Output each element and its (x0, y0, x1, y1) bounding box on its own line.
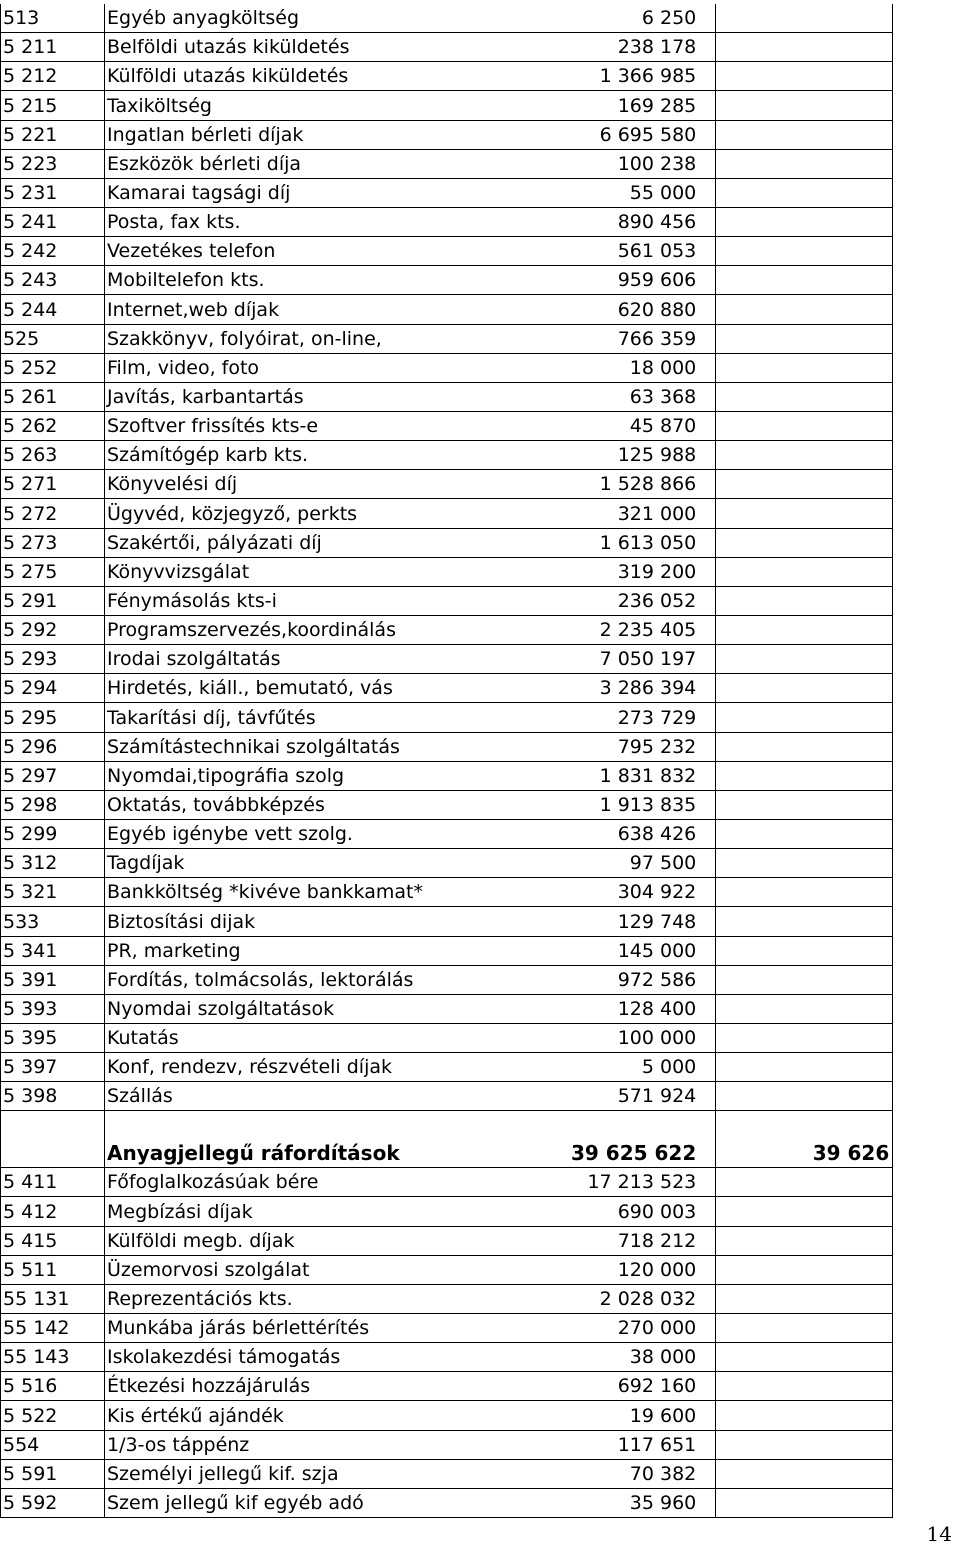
account-name: Vezetékes telefon (105, 237, 572, 266)
extra-cell (716, 1053, 893, 1082)
account-code: 5 415 (1, 1226, 105, 1255)
account-name: Fénymásolás kts-i (105, 586, 572, 615)
account-code: 5 271 (1, 470, 105, 499)
account-name: Nyomdai szolgáltatások (105, 994, 572, 1023)
account-name: Szakértői, pályázati díj (105, 528, 572, 557)
account-code: 5 294 (1, 674, 105, 703)
account-code: 5 511 (1, 1255, 105, 1284)
account-name: Szem jellegű kif egyéb adó (105, 1488, 572, 1517)
table-row (1, 266, 893, 295)
account-code: 554 (1, 1430, 105, 1459)
account-name: Tagdíjak (105, 849, 572, 878)
extra-cell (716, 819, 893, 848)
account-name: Étkezési hozzájárulás (105, 1372, 572, 1401)
account-amount: 1 528 866 (571, 470, 716, 499)
account-amount: 19 600 (571, 1401, 716, 1430)
account-amount: 100 238 (571, 149, 716, 178)
account-code: 5 391 (1, 965, 105, 994)
account-code: 5 231 (1, 178, 105, 207)
account-code: 55 142 (1, 1314, 105, 1343)
extra-cell (716, 266, 893, 295)
account-name: Nyomdai,tipográfia szolg (105, 761, 572, 790)
extra-cell (716, 382, 893, 411)
account-code: 525 (1, 324, 105, 353)
table-row (1, 207, 893, 236)
account-amount: 70 382 (571, 1459, 716, 1488)
account-amount: 1 366 985 (571, 62, 716, 91)
table-row (1, 91, 893, 120)
extra-cell (716, 1488, 893, 1517)
table-row (1, 790, 893, 819)
account-code: 5 275 (1, 557, 105, 586)
account-name: Könyvelési díj (105, 470, 572, 499)
table-row (1, 1401, 893, 1430)
account-code: 5 516 (1, 1372, 105, 1401)
extra-cell (716, 207, 893, 236)
account-name: Iskolakezdési támogatás (105, 1343, 572, 1372)
table-row (1, 878, 893, 907)
account-amount: 35 960 (571, 1488, 716, 1517)
table-row (1, 1372, 893, 1401)
summary-label: Anyagjellegű ráfordítások (105, 1111, 572, 1168)
account-amount: 304 922 (571, 878, 716, 907)
account-code: 5 341 (1, 936, 105, 965)
extra-cell (716, 674, 893, 703)
account-code: 5 393 (1, 994, 105, 1023)
extra-cell (716, 1023, 893, 1052)
account-name: Szakkönyv, folyóirat, on-line, (105, 324, 572, 353)
extra-cell (716, 353, 893, 382)
account-amount: 321 000 (571, 499, 716, 528)
extra-cell (716, 586, 893, 615)
extra-cell (716, 1459, 893, 1488)
account-amount: 561 053 (571, 237, 716, 266)
account-amount: 120 000 (571, 1255, 716, 1284)
table-row (1, 382, 893, 411)
account-code: 5 221 (1, 120, 105, 149)
page-number: 14 (926, 1522, 952, 1546)
account-code: 533 (1, 907, 105, 936)
account-name: Kamarai tagsági díj (105, 178, 572, 207)
extra-cell (716, 528, 893, 557)
table-row (1, 528, 893, 557)
account-amount: 45 870 (571, 411, 716, 440)
account-amount: 100 000 (571, 1023, 716, 1052)
account-code: 55 143 (1, 1343, 105, 1372)
account-amount: 169 285 (571, 91, 716, 120)
account-code: 5 291 (1, 586, 105, 615)
account-name: Ingatlan bérleti díjak (105, 120, 572, 149)
table-row (1, 615, 893, 644)
account-code: 5 272 (1, 499, 105, 528)
extra-cell (716, 732, 893, 761)
extra-cell (716, 441, 893, 470)
account-code: 5 293 (1, 645, 105, 674)
account-amount: 128 400 (571, 994, 716, 1023)
table-row (1, 557, 893, 586)
account-amount: 766 359 (571, 324, 716, 353)
account-code: 5 263 (1, 441, 105, 470)
extra-cell (716, 62, 893, 91)
table-row (1, 819, 893, 848)
account-amount: 890 456 (571, 207, 716, 236)
account-code: 5 296 (1, 732, 105, 761)
account-code: 5 261 (1, 382, 105, 411)
table-row (1, 237, 893, 266)
account-amount: 795 232 (571, 732, 716, 761)
account-name: Személyi jellegű kif. szja (105, 1459, 572, 1488)
table-row (1, 1314, 893, 1343)
table-row (1, 33, 893, 62)
account-amount: 3 286 394 (571, 674, 716, 703)
account-code: 5 312 (1, 849, 105, 878)
table-row (1, 499, 893, 528)
account-name: Konf, rendezv, részvételi díjak (105, 1053, 572, 1082)
account-amount: 571 924 (571, 1082, 716, 1111)
extra-cell (716, 615, 893, 644)
summary-total: 39 626 (716, 1111, 893, 1168)
account-code: 5 244 (1, 295, 105, 324)
account-name: Internet,web díjak (105, 295, 572, 324)
extra-cell (716, 907, 893, 936)
extra-cell (716, 295, 893, 324)
account-code: 5 591 (1, 1459, 105, 1488)
account-amount: 1 831 832 (571, 761, 716, 790)
summary-amount: 39 625 622 (571, 1111, 716, 1168)
account-code: 5 411 (1, 1168, 105, 1197)
table-row (1, 1226, 893, 1255)
account-amount: 63 368 (571, 382, 716, 411)
summary-section (1, 1111, 893, 1168)
extra-cell (716, 149, 893, 178)
table-row (1, 62, 893, 91)
extra-cell (716, 1197, 893, 1226)
account-amount: 959 606 (571, 266, 716, 295)
account-code: 5 395 (1, 1023, 105, 1052)
account-amount: 145 000 (571, 936, 716, 965)
extra-cell (716, 91, 893, 120)
extra-cell (716, 1314, 893, 1343)
extra-cell (716, 1430, 893, 1459)
account-amount: 1 613 050 (571, 528, 716, 557)
extra-cell (716, 237, 893, 266)
table-row (1, 994, 893, 1023)
table-row (1, 1053, 893, 1082)
table-row (1, 761, 893, 790)
extra-cell (716, 1284, 893, 1313)
extra-cell (716, 499, 893, 528)
account-amount: 5 000 (571, 1053, 716, 1082)
table-row (1, 907, 893, 936)
table-row (1, 149, 893, 178)
account-code: 5 241 (1, 207, 105, 236)
extra-cell (716, 994, 893, 1023)
account-code: 5 299 (1, 819, 105, 848)
account-code: 5 243 (1, 266, 105, 295)
account-code: 55 131 (1, 1284, 105, 1313)
account-name: Főfoglalkozásúak bére (105, 1168, 572, 1197)
table-row (1, 1197, 893, 1226)
account-amount: 690 003 (571, 1197, 716, 1226)
table-row (1, 674, 893, 703)
account-name: Külföldi megb. díjak (105, 1226, 572, 1255)
table-row (1, 353, 893, 382)
expense-table (0, 4, 893, 1518)
table-row (1, 849, 893, 878)
account-amount: 236 052 (571, 586, 716, 615)
table-row (1, 965, 893, 994)
account-amount: 718 212 (571, 1226, 716, 1255)
account-code: 5 321 (1, 878, 105, 907)
extra-cell (716, 4, 893, 33)
account-code: 5 412 (1, 1197, 105, 1226)
account-amount: 7 050 197 (571, 645, 716, 674)
account-name: Javítás, karbantartás (105, 382, 572, 411)
extra-cell (716, 324, 893, 353)
account-name: Eszközök bérleti díja (105, 149, 572, 178)
account-code: 5 522 (1, 1401, 105, 1430)
extra-cell (716, 178, 893, 207)
extra-cell (716, 411, 893, 440)
table-row (1, 1168, 893, 1197)
summary-row (1, 1111, 893, 1168)
table-row (1, 4, 893, 33)
account-amount: 97 500 (571, 849, 716, 878)
extra-cell (716, 936, 893, 965)
table-row (1, 1284, 893, 1313)
account-name: Oktatás, továbbképzés (105, 790, 572, 819)
account-name: Posta, fax kts. (105, 207, 572, 236)
extra-cell (716, 1082, 893, 1111)
account-name: Belföldi utazás kiküldetés (105, 33, 572, 62)
account-name: Taxiköltség (105, 91, 572, 120)
extra-cell (716, 33, 893, 62)
table-row (1, 703, 893, 732)
account-name: Programszervezés,koordinálás (105, 615, 572, 644)
account-code: 5 292 (1, 615, 105, 644)
account-code: 5 295 (1, 703, 105, 732)
extra-cell (716, 470, 893, 499)
table-row (1, 411, 893, 440)
account-code: 5 223 (1, 149, 105, 178)
extra-cell (716, 1401, 893, 1430)
extra-cell (716, 1168, 893, 1197)
expense-rows-top (1, 4, 893, 1111)
extra-cell (716, 761, 893, 790)
account-name: Hirdetés, kiáll., bemutató, vás (105, 674, 572, 703)
account-amount: 2 235 405 (571, 615, 716, 644)
extra-cell (716, 1255, 893, 1284)
extra-cell (716, 645, 893, 674)
account-code: 5 242 (1, 237, 105, 266)
extra-cell (716, 120, 893, 149)
account-name: Üzemorvosi szolgálat (105, 1255, 572, 1284)
account-name: Egyéb igénybe vett szolg. (105, 819, 572, 848)
expense-rows-bottom (1, 1168, 893, 1518)
extra-cell (716, 1372, 893, 1401)
account-amount: 18 000 (571, 353, 716, 382)
account-name: Film, video, foto (105, 353, 572, 382)
account-amount: 6 695 580 (571, 120, 716, 149)
account-amount: 17 213 523 (571, 1168, 716, 1197)
account-name: Bankköltség *kivéve bankkamat* (105, 878, 572, 907)
table-row (1, 1082, 893, 1111)
account-name: Takarítási díj, távfűtés (105, 703, 572, 732)
table-row (1, 1488, 893, 1517)
account-code: 5 297 (1, 761, 105, 790)
account-name: Szoftver frissítés kts-e (105, 411, 572, 440)
account-name: Ügyvéd, közjegyző, perkts (105, 499, 572, 528)
table-row (1, 586, 893, 615)
account-amount: 2 028 032 (571, 1284, 716, 1313)
account-name: Számítástechnikai szolgáltatás (105, 732, 572, 761)
account-amount: 319 200 (571, 557, 716, 586)
account-name: PR, marketing (105, 936, 572, 965)
table-row (1, 324, 893, 353)
account-code: 5 398 (1, 1082, 105, 1111)
account-amount: 6 250 (571, 4, 716, 33)
table-row (1, 732, 893, 761)
table-row (1, 470, 893, 499)
account-name: Munkába járás bérlettérítés (105, 1314, 572, 1343)
table-row (1, 120, 893, 149)
table-row (1, 295, 893, 324)
account-code: 5 397 (1, 1053, 105, 1082)
extra-cell (716, 1226, 893, 1255)
account-name: Szállás (105, 1082, 572, 1111)
account-code: 5 262 (1, 411, 105, 440)
account-code: 5 212 (1, 62, 105, 91)
account-amount: 38 000 (571, 1343, 716, 1372)
account-name: Irodai szolgáltatás (105, 645, 572, 674)
account-amount: 972 586 (571, 965, 716, 994)
account-amount: 620 880 (571, 295, 716, 324)
table-row (1, 936, 893, 965)
account-amount: 1 913 835 (571, 790, 716, 819)
account-name: Kutatás (105, 1023, 572, 1052)
table-row (1, 1430, 893, 1459)
table-row (1, 1343, 893, 1372)
account-code: 5 273 (1, 528, 105, 557)
account-amount: 125 988 (571, 441, 716, 470)
account-code: 5 298 (1, 790, 105, 819)
account-amount: 129 748 (571, 907, 716, 936)
account-code: 5 252 (1, 353, 105, 382)
account-code: 5 211 (1, 33, 105, 62)
account-name: Reprezentációs kts. (105, 1284, 572, 1313)
account-name: Megbízási díjak (105, 1197, 572, 1226)
table-row (1, 1459, 893, 1488)
account-name: Fordítás, tolmácsolás, lektorálás (105, 965, 572, 994)
extra-cell (716, 1343, 893, 1372)
extra-cell (716, 849, 893, 878)
table-row (1, 178, 893, 207)
extra-cell (716, 557, 893, 586)
account-code: 5 215 (1, 91, 105, 120)
account-name: 1/3-os táppénz (105, 1430, 572, 1459)
account-amount: 692 160 (571, 1372, 716, 1401)
account-name: Mobiltelefon kts. (105, 266, 572, 295)
account-name: Egyéb anyagköltség (105, 4, 572, 33)
account-amount: 270 000 (571, 1314, 716, 1343)
account-name: Kis értékű ajándék (105, 1401, 572, 1430)
account-name: Számítógép karb kts. (105, 441, 572, 470)
extra-cell (716, 703, 893, 732)
table-row (1, 1023, 893, 1052)
table-row (1, 441, 893, 470)
account-name: Könyvvizsgálat (105, 557, 572, 586)
table-row (1, 645, 893, 674)
extra-cell (716, 790, 893, 819)
extra-cell (716, 878, 893, 907)
account-amount: 238 178 (571, 33, 716, 62)
account-amount: 55 000 (571, 178, 716, 207)
table-row (1, 1255, 893, 1284)
extra-cell (716, 965, 893, 994)
account-amount: 273 729 (571, 703, 716, 732)
summary-code-cell (1, 1111, 105, 1168)
account-amount: 117 651 (571, 1430, 716, 1459)
account-code: 5 592 (1, 1488, 105, 1517)
account-code: 513 (1, 4, 105, 33)
account-name: Biztosítási dijak (105, 907, 572, 936)
account-name: Külföldi utazás kiküldetés (105, 62, 572, 91)
account-amount: 638 426 (571, 819, 716, 848)
